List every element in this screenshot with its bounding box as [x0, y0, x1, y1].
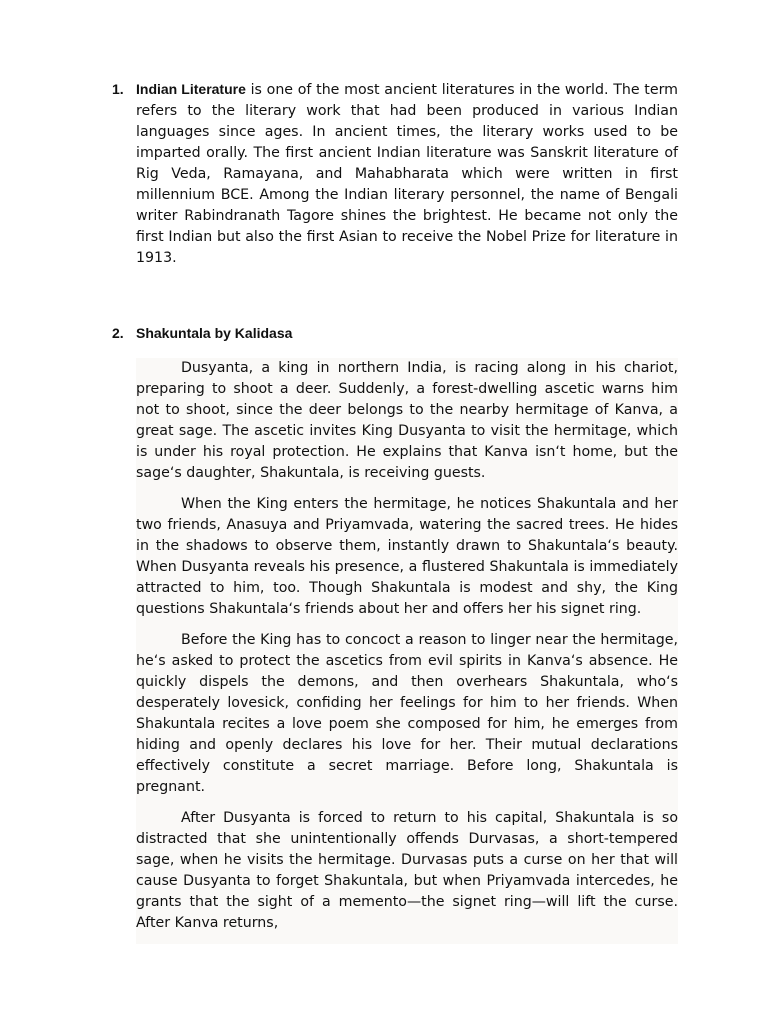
- intro-text: is one of the most ancient literatures in the world. The term refers to the literary work that had been produced in various Indian languages since ages. In ancient times, the literary works used to be imparted orally. The first ancient Indian literature was Sanskrit literature of Rig Veda, Ramayana, and Mahabharata which were written in first millennium BCE. Among the Indian literary personnel, the name of Bengali writer Rabindranath Tagore shines the brightest. He became not only the first Indian but also the first Asian to receive the Nobel Prize for literature in 1913.: [136, 82, 679, 266]
- list-number: 2.: [112, 325, 124, 341]
- section-heading: Shakuntala by Kalidasa: [136, 325, 293, 341]
- intro-paragraph: [136, 79, 678, 269]
- story-paragraph: When the King enters the hermitage, he notices Shakuntala and her two friends, Anasuya and Priyamvada, watering the sacred trees. He hides in the shadows to observe them, instantly drawn to Shakuntala‘s beauty. When Dusyanta reveals his presence, a flustered Shakuntala is immediately attracted to him, too. Though Shakuntala is modest and shy, the King questions Shakuntala‘s friends about her and offers her his signet ring.: [136, 496, 678, 617]
- story-paragraph: After Dusyanta is forced to return to his capital, Shakuntala is so distracted that she unintentionally offends Durvasas, a short-tempered sage, when he visits the hermitage. Durvasas puts a curse on her that will cause Dusyanta to forget Shakuntala, but when Priyamvada intercedes, he grants that the sight of a memento—the signet ring—will lift the curse. After Kanva returns,: [136, 810, 678, 931]
- list-number: 1.: [112, 81, 124, 97]
- story-paragraph: Dusyanta, a king in northern India, is racing along in his chariot, preparing to shoot a deer. Suddenly, a forest-dwelling ascetic warns him not to shoot, since the deer belongs to the nearby hermitage of Kanva, a great sage. The ascetic invites King Dusyanta to visit the hermitage, which is under his royal protection. He explains that Kanva isn‘t home, but the sage‘s daughter, Shakuntala, is receiving guests.: [136, 360, 678, 481]
- story-text: [136, 358, 678, 944]
- bold-term: Indian Literature: [136, 81, 246, 97]
- story-paragraph: Before the King has to concoct a reason to linger near the hermitage, he‘s asked to protect the ascetics from evil spirits in Kanva‘s absence. He quickly dispels the demons, and then overhears Shakuntala, who‘s desperately lovesick, confiding her feelings for him to her friends. When Shakuntala recites a love poem she composed for him, he emerges from hiding and openly declares his love for her. Their mutual declarations effectively constitute a secret marriage. Before long, Shakuntala is pregnant.: [136, 632, 678, 795]
- list-item-body: [136, 79, 678, 269]
- list-item-body: [136, 323, 678, 344]
